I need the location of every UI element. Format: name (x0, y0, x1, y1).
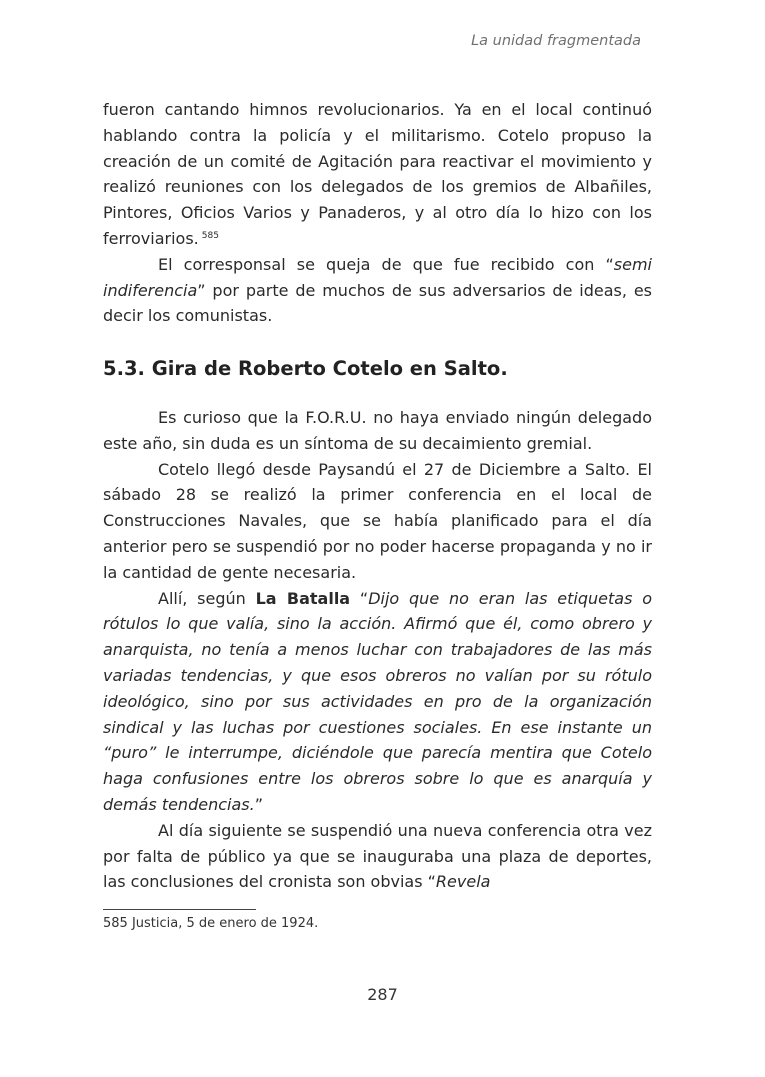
footnote-divider (103, 909, 256, 910)
paragraph-text: Al día siguiente se suspendió una nueva conferencia otra vez por falta de público ya que se inauguraba una plaza de deportes, las conclusiones del cronista son obvias “ (103, 820, 652, 892)
paragraph-text: Allí, según (158, 588, 256, 608)
paragraph (103, 252, 652, 329)
paragraph: Cotelo llegó desde Paysandú el 27 de Diciembre a Salto. El sábado 28 se realizó la primer conferencia en el local de Construcciones Navales, que se había planificado para el día anterior pero se suspendió por no poder hacerse propaganda y no ir la cantidad de gente necesaria. (103, 459, 652, 582)
page-number: 287 (367, 985, 398, 1004)
footnote: 585 Justicia, 5 de enero de 1924. (103, 916, 319, 931)
paragraph-text: ” por parte de muchos de sus adversarios de ideas, es decir los comunistas. (103, 280, 652, 326)
newspaper-title: La Batalla (255, 588, 351, 608)
footnote-reference: 585 (201, 230, 219, 241)
quoted-passage: Dijo que no eran las etiquetas o rótulos lo que valía, sino la acción. Afirmó que él, como obrero y anarquista, no tenía a menos luchar con trabajadores de las más variadas tendencias, y que esos obreros no valían por su rótulo ideológico, sino por sus actividades en pro de la organización sindical y las luchas por cuestiones sociales. En ese instante un “puro” le interrumpe, diciéndole que parecía mentira que Cotelo haga confusiones entre los obreros sobre lo que es anarquía y demás tendencias. (103, 588, 653, 814)
italic-phrase: Revela (435, 872, 491, 892)
running-header: La unidad fragmentada (471, 33, 641, 49)
paragraph (103, 818, 652, 895)
paragraph-text: “ (350, 588, 369, 608)
body-text-upper (103, 97, 652, 329)
body-text-lower (103, 405, 652, 895)
italic-phrase: semi indiferencia (103, 254, 652, 300)
paragraph-text: ” (254, 794, 263, 814)
paragraph-text: fueron cantando himnos revolucionarios. Ya en el local continuó hablando contra la policía y el militarismo. Cotelo propuso la creación de un comité de Agitación para reactivar el movimiento y realizó reuniones con los delegados de los gremios de Albañiles, Pintores, Oficios Varios y Panaderos, y al otro día lo hizo con los ferroviarios. (103, 100, 652, 248)
paragraph-text: El corresponsal se queja de que fue recibido con “ (158, 254, 614, 274)
paragraph (103, 586, 652, 818)
paragraph (103, 97, 652, 252)
section-heading: 5.3. Gira de Roberto Cotelo en Salto. (103, 357, 508, 380)
paragraph: Es curioso que la F.O.R.U. no haya enviado ningún delegado este año, sin duda es un síntoma de su decaimiento gremial. (103, 408, 652, 453)
